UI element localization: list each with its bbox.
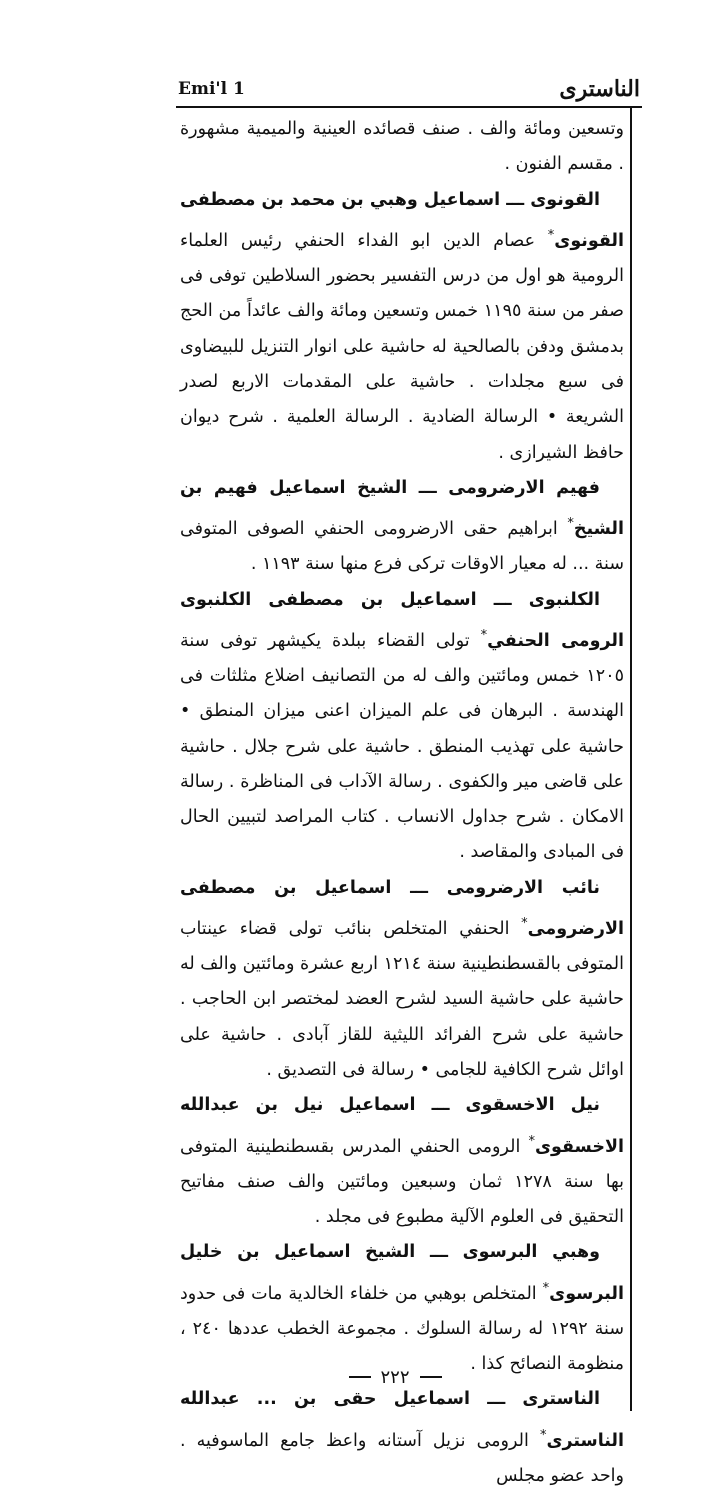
entry [180, 1088, 624, 1235]
entry-text: عصام الدين ابو الفداء الحنفي رئيس العلماء الرومية هو اول من درس التفسير بحضور السلاطين توفى فى صفر من سنة ١١٩٥ خمس وتسعين ومائة والف عائداً من الحج بدمشق ودفن بالصالحية له حاشية على انوار التنزيل للبيضاوى فى سبع مجلدات . حاشية على المقدمات الاربع لصدر الشريعة • الرسالة الضادية . الرسالة العلمية . شرح ديوان حافظ الشيرازى . [180, 230, 624, 463]
entry [180, 1382, 624, 1494]
entry-text: ابراهيم حقى الارضرومى الحنفي الصوفى المتوفى سنة ... له معيار الاوقات تركى فرع منها سنة ١١٩٣ . [180, 518, 624, 575]
entry-heading: فهيم الارضرومى ـــ الشيخ اسماعيل فهيم بن الشيخ [180, 477, 624, 539]
entry-heading: وهبي البرسوى ـــ الشيخ اسماعيل بن خليل البرسوى [180, 1242, 624, 1304]
page-footer [330, 1362, 460, 1392]
entry-heading: نائب الارضرومى ـــ اسماعيل بن مصطفى الارضرومى [180, 877, 624, 939]
entry-text: تولى القضاء ببلدة يكيشهر توفى سنة ١٢٠٥ خمس ومائتين والف له من التصانيف اضلاع مثلثات فى الهندسة . البرهان فى علم الميزان اعنى ميزان المنطق • حاشية على تهذيب المنطق . حاشية على شرح جلال . حاشية على قاضى مير والكفوى . رسالة الآداب فى المناظرة . رسالة الامكان . شرح جداول الانساب . كتاب المراصد لتبيين الحال فى المبادى والمقاصد . [180, 630, 624, 863]
entry-heading: نيل الاخسقوى ـــ اسماعيل نيل بن عبدالله الاخسقوى [180, 1095, 624, 1157]
page-header [178, 72, 640, 106]
entry [180, 1235, 624, 1382]
asterisk-icon: * [539, 1427, 547, 1443]
entry-heading: الناسترى ـــ اسماعيل حقى بن ... عبدالله الناسترى [180, 1389, 624, 1451]
asterisk-icon: * [542, 1280, 550, 1296]
asterisk-icon: * [480, 627, 488, 643]
asterisk-icon: * [567, 516, 574, 532]
page-number: ٢٢٢ [380, 1366, 410, 1388]
entry-text: الرومى الحنفي المدرس بقسطنطينية المتوفى بها سنة ١٢٧٨ ثمان وسبعين ومائتين والف صنف مفاتيح التحقيق فى العلوم الآلية مطبوع فى مجلد . [180, 1136, 624, 1228]
running-head-title: الناسترى [559, 76, 640, 102]
margin-rule [630, 106, 632, 1411]
entry-text: المتخلص بوهبي من خلفاء الخالدية مات فى حدود سنة ١٢٩٢ له رسالة السلوك . مجموعة الخطب عددها ٢٤٠ ، منظومة النصائح كذا . [180, 1283, 625, 1375]
footer-dash [420, 1376, 442, 1378]
entry [180, 583, 624, 871]
header-rule [176, 106, 642, 108]
running-head-latin: Emi'l 1 [178, 79, 245, 99]
entry [180, 183, 624, 471]
entry-text: وتسعين ومائة والف . صنف قصائده العينية والميمية مشهورة . مقسم الفنون . [180, 119, 624, 175]
asterisk-icon: * [547, 227, 555, 243]
asterisk-icon: * [521, 916, 528, 932]
asterisk-icon: * [528, 1133, 535, 1149]
entry [180, 471, 624, 583]
entry-text: الحنفي المتخلص بنائب تولى قضاء عينتاب المتوفى بالقسطنطينية سنة ١٢١٤ اربع عشرة ومائتين والف له حاشية على حاشية السيد لشرح العضد لمختصر ابن الحاجب . حاشية على شرح الفرائد الليثية للقاز آبادى . حاشية على اوائل شرح الكافية للجامى • رسالة فى التصديق . [179, 918, 624, 1081]
entry-text: الرومى نزيل آستانه واعظ جامع الماسوفيه . واحد عضو مجلس [180, 1430, 624, 1486]
entry-heading: القونوى ـــ اسماعيل وهبي بن محمد بن مصطفى القونوى [180, 189, 624, 251]
entry-heading: الكلنبوى ـــ اسماعيل بن مصطفى الكلنبوى الرومى الحنفي [180, 589, 624, 651]
footer-dash [349, 1376, 371, 1378]
entry-continuation [180, 112, 624, 183]
entry [180, 871, 624, 1089]
